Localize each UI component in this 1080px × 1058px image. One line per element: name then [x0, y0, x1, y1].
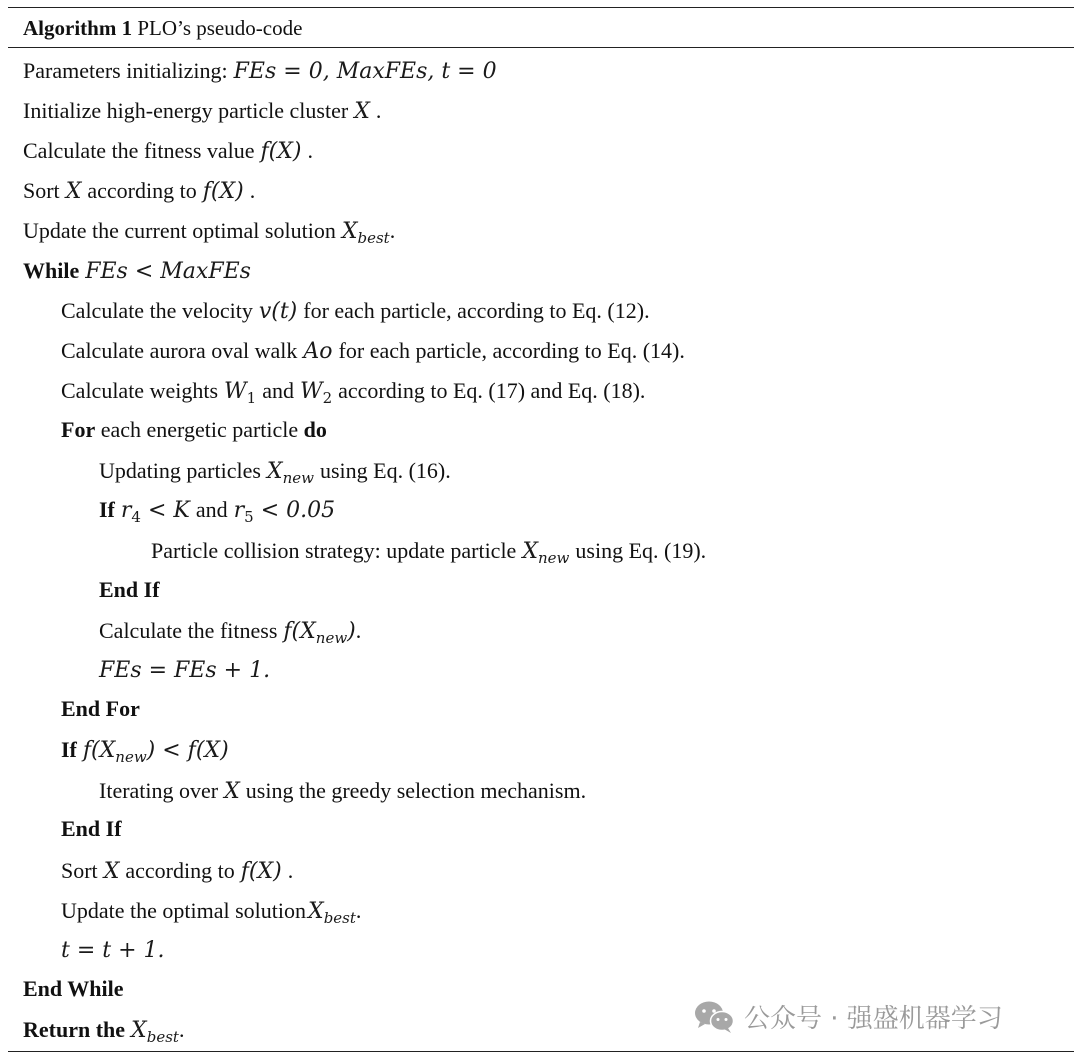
- algo-line-14: [99, 570, 160, 610]
- algo-line-21: [61, 851, 293, 891]
- math-expr: $f(X_{new}) < f(X)$: [82, 738, 229, 766]
- math-expr: Ao: [303, 339, 333, 364]
- math-expr: FEs = FEs + 1.: [99, 658, 271, 683]
- keyword: do: [303, 417, 327, 442]
- watermark: [692, 996, 1003, 1036]
- algo-line-3: [23, 131, 313, 171]
- math-expr: FEs < MaxFEs: [85, 259, 251, 284]
- algo-line-24: [23, 969, 123, 1009]
- math-expr: $X_{best}$: [308, 899, 356, 927]
- line-tail: for each particle, according to Eq. (12).: [303, 298, 650, 323]
- algo-line-18: [61, 730, 235, 770]
- line-text: Sort: [23, 178, 60, 203]
- bottom-rule: [8, 1051, 1074, 1052]
- line-tail: for each particle, according to Eq. (14).: [338, 338, 685, 363]
- line-tail: .: [389, 218, 396, 243]
- line-tail: using Eq. (16).: [319, 458, 451, 483]
- algo-line-8: [61, 331, 685, 371]
- keyword: If: [61, 737, 77, 762]
- line-text: Calculate weights: [61, 378, 219, 403]
- algo-line-10: [61, 410, 327, 450]
- algo-line-1: [23, 51, 503, 91]
- line-tail: .: [287, 858, 294, 883]
- algo-line-20: [61, 809, 122, 849]
- algo-line-11: [99, 451, 451, 491]
- algo-line-9: [61, 371, 645, 411]
- line-text: Updating particles: [99, 458, 261, 483]
- math-expr: t = t + 1.: [61, 938, 165, 963]
- keyword: End If: [99, 577, 160, 602]
- algo-line-25: [23, 1010, 184, 1050]
- algo-line-23: [61, 930, 171, 970]
- math-expr: $X_{new}$: [522, 539, 570, 567]
- line-text: Particle collision strategy: update particle: [151, 538, 517, 563]
- math-expr: $X_{new}$: [266, 459, 314, 487]
- keyword: While: [23, 258, 80, 283]
- math-expr: $r_4 < K$: [120, 498, 190, 526]
- line-text: according to: [125, 858, 235, 883]
- math-expr: $X_{best}$: [341, 219, 390, 247]
- algorithm-label: Algorithm 1: [23, 16, 133, 40]
- line-tail: .: [375, 98, 382, 123]
- algo-line-12: [99, 490, 341, 530]
- math-expr: FEs = 0, MaxFEs, t = 0: [233, 59, 497, 84]
- line-text: Update the optimal solution: [61, 898, 307, 923]
- keyword: End For: [61, 696, 140, 721]
- line-text: Calculate aurora oval walk: [61, 338, 298, 363]
- math-expr: $X_{best}$: [131, 1018, 179, 1046]
- math-expr: X: [224, 779, 240, 804]
- algo-line-7: [61, 291, 650, 331]
- line-text: and: [262, 378, 294, 403]
- line-tail: .: [355, 898, 362, 923]
- keyword: Return the: [23, 1017, 126, 1042]
- algo-line-5: [23, 211, 395, 251]
- keyword: If: [99, 497, 115, 522]
- algo-line-17: [61, 689, 140, 729]
- math-expr: $r_5 < 0.05$: [233, 498, 336, 526]
- line-text: according to: [87, 178, 197, 203]
- algo-line-2: [23, 91, 381, 131]
- line-tail: .: [307, 138, 314, 163]
- line-text: Iterating over: [99, 778, 219, 803]
- algo-line-13: [151, 531, 706, 571]
- math-expr: f(X): [240, 859, 282, 884]
- algo-line-22: [61, 891, 361, 931]
- algo-line-16: [99, 650, 276, 690]
- line-tail: .: [249, 178, 256, 203]
- algorithm-caption: [23, 14, 302, 42]
- math-expr: X: [354, 99, 370, 124]
- line-tail: using Eq. (19).: [575, 538, 707, 563]
- algo-line-19: [99, 771, 586, 811]
- math-expr: v(t): [258, 299, 298, 324]
- line-text: Calculate the fitness value: [23, 138, 255, 163]
- math-expr: $W_2$: [299, 379, 333, 407]
- line-text: Sort: [61, 858, 98, 883]
- keyword: For: [61, 417, 96, 442]
- math-expr: f(X): [260, 139, 302, 164]
- top-rule: [8, 7, 1074, 8]
- line-tail: according to Eq. (17) and Eq. (18).: [338, 378, 646, 403]
- line-text: and: [195, 497, 228, 522]
- keyword: End While: [23, 976, 124, 1001]
- line-text: Calculate the fitness: [99, 618, 278, 643]
- math-expr: X: [103, 859, 120, 884]
- wechat-icon: [692, 998, 736, 1034]
- algorithm-title: PLO’s pseudo-code: [132, 16, 303, 40]
- line-text: Parameters initializing:: [23, 58, 228, 83]
- watermark-text: 公众号 · 强盛机器学习: [744, 1003, 1003, 1034]
- keyword: End If: [61, 816, 122, 841]
- line-text: Calculate the velocity: [61, 298, 253, 323]
- math-expr: f(X): [202, 179, 244, 204]
- line-tail: using the greedy selection mechanism.: [245, 778, 587, 803]
- algo-line-6: [23, 251, 257, 291]
- algo-line-4: [23, 171, 255, 211]
- algo-line-15: [99, 611, 361, 651]
- math-expr: X: [65, 179, 82, 204]
- line-text: Initialize high-energy particle cluster: [23, 98, 349, 123]
- math-expr: $f(X_{new})$: [283, 619, 356, 647]
- math-expr: $W_1$: [224, 379, 257, 407]
- line-tail: .: [178, 1017, 185, 1042]
- line-tail: .: [355, 618, 362, 643]
- line-text: Update the current optimal solution: [23, 218, 336, 243]
- header-rule: [8, 47, 1074, 48]
- line-text: each energetic particle: [100, 417, 299, 442]
